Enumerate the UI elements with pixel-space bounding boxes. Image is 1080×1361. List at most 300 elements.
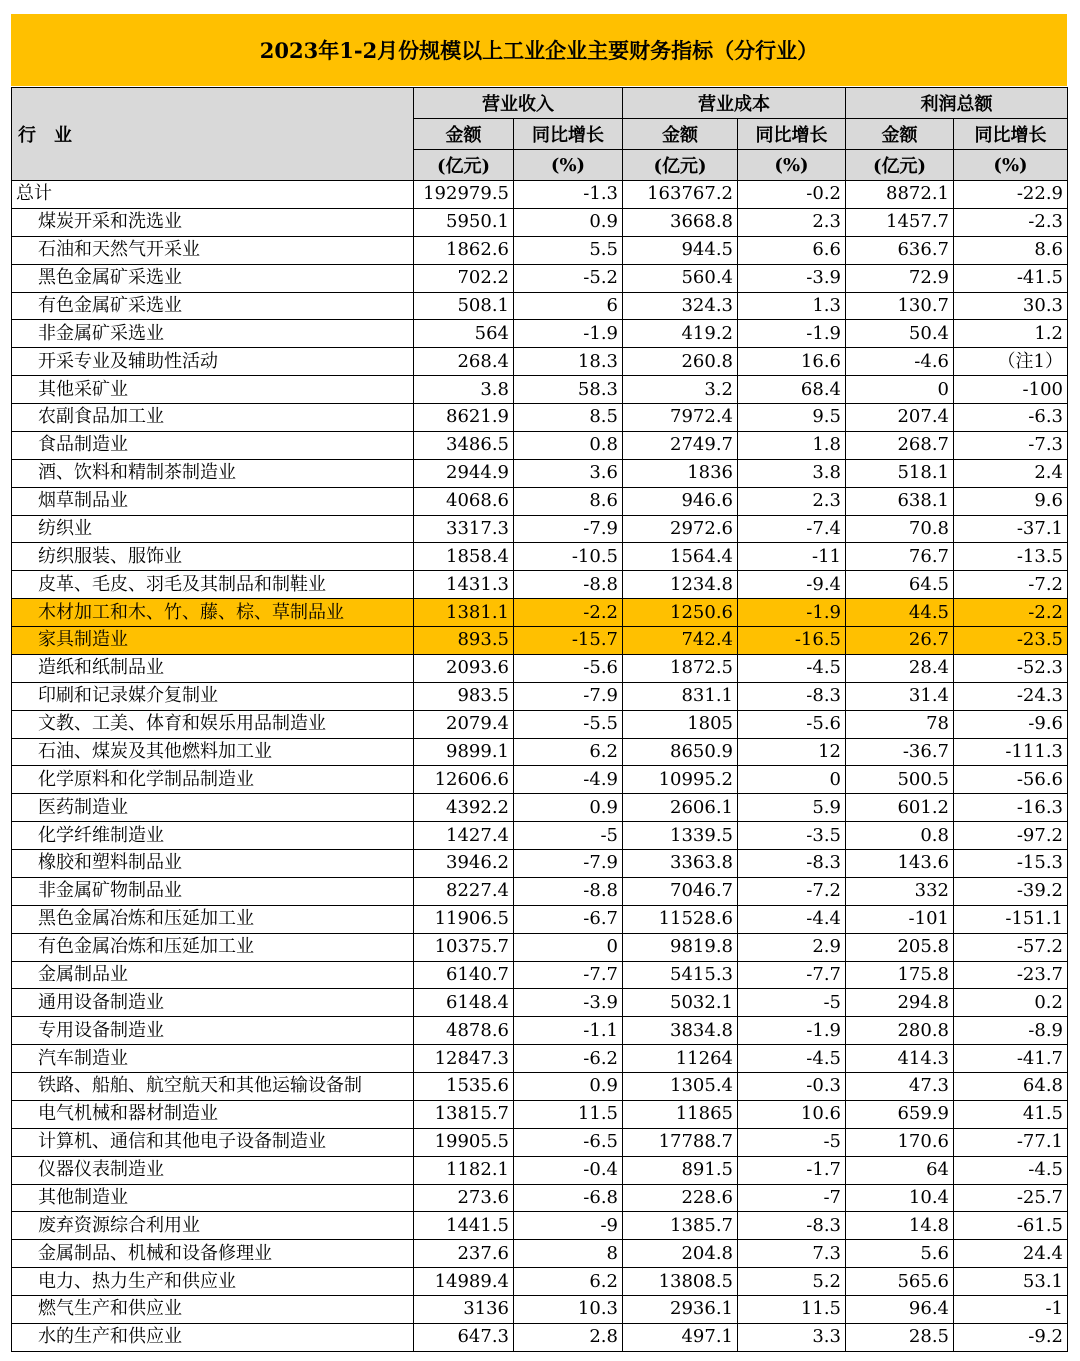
industry-name-cell: 橡胶和塑料制品业: [12, 850, 414, 878]
table-row: [12, 543, 1068, 571]
cost-growth-cell: 3.8: [738, 459, 846, 487]
table-row: [12, 682, 1068, 710]
cost-growth-cell: -1.9: [738, 599, 846, 627]
table-row: [12, 710, 1068, 738]
profit-amount-cell: 0.8: [846, 822, 954, 850]
industry-name-cell: 废弃资源综合利用业: [12, 1212, 414, 1240]
revenue-growth-cell: 0.8: [514, 431, 623, 459]
revenue-amount-cell: 2079.4: [414, 710, 514, 738]
table-row: [12, 599, 1068, 627]
revenue-amount-cell: 14989.4: [414, 1268, 514, 1296]
revenue-amount-cell: 4392.2: [414, 794, 514, 822]
revenue-growth-cell: -10.5: [514, 543, 623, 571]
revenue-amount-cell: 564: [414, 320, 514, 348]
cost-amount-cell: 3363.8: [623, 850, 738, 878]
industry-name-cell: 纺织服装、服饰业: [12, 543, 414, 571]
industry-name-cell: 有色金属冶炼和压延加工业: [12, 933, 414, 961]
revenue-growth-cell: -1.3: [514, 181, 623, 209]
cost-growth-cell: -8.3: [738, 850, 846, 878]
revenue-growth-cell: -6.5: [514, 1128, 623, 1156]
table-row: [12, 236, 1068, 264]
revenue-growth-cell: -5.5: [514, 710, 623, 738]
profit-amount-cell: 70.8: [846, 515, 954, 543]
profit-growth-cell: -16.3: [954, 794, 1068, 822]
profit-growth-cell: -8.9: [954, 1017, 1068, 1045]
cost-amount-cell: 163767.2: [623, 181, 738, 209]
industry-name-cell: 非金属矿采选业: [12, 320, 414, 348]
table-row: [12, 794, 1068, 822]
profit-growth-cell: -77.1: [954, 1128, 1068, 1156]
cost-amount-cell: 2936.1: [623, 1296, 738, 1324]
cost-growth-header: 同比增长: [738, 119, 846, 150]
industry-name-cell: 皮革、毛皮、羽毛及其制品和制鞋业: [12, 571, 414, 599]
revenue-amount-cell: 1427.4: [414, 822, 514, 850]
cost-growth-cell: -1.7: [738, 1156, 846, 1184]
table-body: [12, 181, 1068, 1352]
profit-growth-cell: -23.7: [954, 961, 1068, 989]
revenue-amount-cell: 1858.4: [414, 543, 514, 571]
cost-growth-cell: 12: [738, 738, 846, 766]
profit-amount-cell: 28.4: [846, 654, 954, 682]
industry-name-cell: 水的生产和供应业: [12, 1323, 414, 1351]
profit-amount-cell: -4.6: [846, 348, 954, 376]
profit-amount-cell: 14.8: [846, 1212, 954, 1240]
cost-amount-cell: 324.3: [623, 292, 738, 320]
revenue-amount-cell: 702.2: [414, 264, 514, 292]
cost-amount-cell: 2972.6: [623, 515, 738, 543]
revenue-growth-cell: -15.7: [514, 627, 623, 655]
cost-growth-cell: 2.3: [738, 208, 846, 236]
revenue-amount-cell: 8621.9: [414, 404, 514, 432]
industry-name-cell: 其他采矿业: [12, 376, 414, 404]
table-row: [12, 766, 1068, 794]
cost-growth-cell: -5.6: [738, 710, 846, 738]
revenue-growth-cell: 6.2: [514, 1268, 623, 1296]
table-row: [12, 933, 1068, 961]
cost-growth-cell: -0.2: [738, 181, 846, 209]
cost-growth-cell: 7.3: [738, 1240, 846, 1268]
industry-name-cell: 化学纤维制造业: [12, 822, 414, 850]
profit-growth-cell: 64.8: [954, 1073, 1068, 1101]
profit-amount-cell: 44.5: [846, 599, 954, 627]
profit-amount-cell: 143.6: [846, 850, 954, 878]
revenue-growth-cell: -0.4: [514, 1156, 623, 1184]
table-row: [12, 404, 1068, 432]
profit-growth-cell: 1.2: [954, 320, 1068, 348]
table-row: [12, 208, 1068, 236]
table-row: [12, 850, 1068, 878]
profit-amount-cell: 28.5: [846, 1323, 954, 1351]
revenue-growth-cell: 18.3: [514, 348, 623, 376]
revenue-growth-cell: -7.7: [514, 961, 623, 989]
table-row: [12, 1073, 1068, 1101]
cost-amount-header: 金额: [623, 119, 738, 150]
table-header: [12, 88, 1068, 181]
cost-growth-cell: -3.9: [738, 264, 846, 292]
revenue-growth-cell: 11.5: [514, 1100, 623, 1128]
table-row: [12, 431, 1068, 459]
revenue-growth-cell: 8.6: [514, 487, 623, 515]
cost-amount-cell: 5415.3: [623, 961, 738, 989]
revenue-growth-cell: -6.7: [514, 905, 623, 933]
industry-name-cell: 纺织业: [12, 515, 414, 543]
cost-amount-cell: 2749.7: [623, 431, 738, 459]
cost-growth-cell: -7: [738, 1184, 846, 1212]
profit-amount-cell: 47.3: [846, 1073, 954, 1101]
profit-amount-cell: 659.9: [846, 1100, 954, 1128]
profit-growth-cell: -41.5: [954, 264, 1068, 292]
profit-amount-cell: 294.8: [846, 989, 954, 1017]
profit-growth-cell: -52.3: [954, 654, 1068, 682]
cost-amount-cell: 497.1: [623, 1323, 738, 1351]
revenue-amount-cell: 3136: [414, 1296, 514, 1324]
profit-amount-cell: 72.9: [846, 264, 954, 292]
revenue-growth-cell: -1.1: [514, 1017, 623, 1045]
revenue-amount-cell: 3.8: [414, 376, 514, 404]
revenue-amount-cell: 13815.7: [414, 1100, 514, 1128]
industry-name-cell: 计算机、通信和其他电子设备制造业: [12, 1128, 414, 1156]
table-row: [12, 989, 1068, 1017]
industry-name-cell: 非金属矿物制品业: [12, 877, 414, 905]
cost-amount-cell: 1836: [623, 459, 738, 487]
profit-growth-cell: -23.5: [954, 627, 1068, 655]
revenue-growth-header: 同比增长: [514, 119, 623, 150]
revenue-amount-cell: 1862.6: [414, 236, 514, 264]
profit-growth-cell: -151.1: [954, 905, 1068, 933]
profit-growth-cell: 41.5: [954, 1100, 1068, 1128]
table-row: [12, 1017, 1068, 1045]
revenue-amount-cell: 508.1: [414, 292, 514, 320]
industry-name-cell: 化学原料和化学制品制造业: [12, 766, 414, 794]
revenue-growth-cell: -2.2: [514, 599, 623, 627]
table-row: [12, 348, 1068, 376]
industry-name-cell: 电力、热力生产和供应业: [12, 1268, 414, 1296]
revenue-amount-cell: 237.6: [414, 1240, 514, 1268]
profit-growth-unit: (%): [954, 150, 1068, 181]
profit-amount-cell: 518.1: [846, 459, 954, 487]
revenue-growth-cell: -1.9: [514, 320, 623, 348]
industry-name-cell: 石油、煤炭及其他燃料加工业: [12, 738, 414, 766]
industry-name-cell: 有色金属矿采选业: [12, 292, 414, 320]
industry-name-cell: 烟草制品业: [12, 487, 414, 515]
profit-amount-cell: 0: [846, 376, 954, 404]
revenue-amount-cell: 2093.6: [414, 654, 514, 682]
cost-amount-cell: 831.1: [623, 682, 738, 710]
revenue-amount-cell: 5950.1: [414, 208, 514, 236]
revenue-growth-cell: 2.8: [514, 1323, 623, 1351]
table-row: [12, 627, 1068, 655]
profit-amount-cell: 130.7: [846, 292, 954, 320]
industry-name-cell: 燃气生产和供应业: [12, 1296, 414, 1324]
cost-growth-cell: -5: [738, 1128, 846, 1156]
profit-growth-cell: -37.1: [954, 515, 1068, 543]
cost-amount-cell: 260.8: [623, 348, 738, 376]
revenue-group-header: 营业收入: [414, 88, 623, 119]
cost-amount-cell: 17788.7: [623, 1128, 738, 1156]
cost-amount-cell: 228.6: [623, 1184, 738, 1212]
cost-amount-cell: 1305.4: [623, 1073, 738, 1101]
table-row: [12, 1240, 1068, 1268]
revenue-growth-unit: (%): [514, 150, 623, 181]
profit-amount-cell: 78: [846, 710, 954, 738]
profit-amount-cell: 1457.7: [846, 208, 954, 236]
profit-growth-cell: -7.2: [954, 571, 1068, 599]
cost-amount-cell: 1234.8: [623, 571, 738, 599]
cost-amount-cell: 11865: [623, 1100, 738, 1128]
revenue-growth-cell: 0.9: [514, 1073, 623, 1101]
profit-growth-cell: -9.2: [954, 1323, 1068, 1351]
revenue-amount-cell: 19905.5: [414, 1128, 514, 1156]
cost-growth-cell: 0: [738, 766, 846, 794]
revenue-amount-cell: 3486.5: [414, 431, 514, 459]
table-row: [12, 1045, 1068, 1073]
table-row: [12, 1100, 1068, 1128]
cost-amount-cell: 9819.8: [623, 933, 738, 961]
profit-growth-cell: -39.2: [954, 877, 1068, 905]
cost-growth-cell: -3.5: [738, 822, 846, 850]
industry-name-cell: 文教、工美、体育和娱乐用品制造业: [12, 710, 414, 738]
profit-amount-cell: 414.3: [846, 1045, 954, 1073]
cost-growth-cell: -16.5: [738, 627, 846, 655]
revenue-amount-cell: 11906.5: [414, 905, 514, 933]
industry-financial-table: [11, 87, 1068, 1352]
industry-name-cell: 印刷和记录媒介复制业: [12, 682, 414, 710]
cost-growth-cell: -8.3: [738, 1212, 846, 1240]
cost-growth-cell: -7.4: [738, 515, 846, 543]
cost-growth-cell: -9.4: [738, 571, 846, 599]
profit-growth-cell: -9.6: [954, 710, 1068, 738]
cost-growth-cell: -4.5: [738, 1045, 846, 1073]
profit-growth-cell: -4.5: [954, 1156, 1068, 1184]
revenue-growth-cell: -5.2: [514, 264, 623, 292]
cost-amount-cell: 204.8: [623, 1240, 738, 1268]
industry-name-cell: 家具制造业: [12, 627, 414, 655]
table-row: [12, 320, 1068, 348]
cost-amount-cell: 1564.4: [623, 543, 738, 571]
industry-name-cell: 铁路、船舶、航空航天和其他运输设备制: [12, 1073, 414, 1101]
profit-growth-cell: -13.5: [954, 543, 1068, 571]
profit-amount-cell: 332: [846, 877, 954, 905]
industry-name-cell: 电气机械和器材制造业: [12, 1100, 414, 1128]
revenue-growth-cell: -9: [514, 1212, 623, 1240]
revenue-growth-cell: 6.2: [514, 738, 623, 766]
cost-growth-cell: 10.6: [738, 1100, 846, 1128]
cost-amount-cell: 1805: [623, 710, 738, 738]
table-row: [12, 961, 1068, 989]
profit-growth-header: 同比增长: [954, 119, 1068, 150]
profit-growth-cell: -1: [954, 1296, 1068, 1324]
table-row: [12, 654, 1068, 682]
cost-growth-cell: -11: [738, 543, 846, 571]
profit-amount-cell: 96.4: [846, 1296, 954, 1324]
cost-growth-cell: 16.6: [738, 348, 846, 376]
cost-group-header: 营业成本: [623, 88, 846, 119]
profit-growth-cell: 8.6: [954, 236, 1068, 264]
cost-growth-cell: 6.6: [738, 236, 846, 264]
revenue-amount-cell: 10375.7: [414, 933, 514, 961]
cost-growth-unit: (%): [738, 150, 846, 181]
table-title: 2023年1-2月份规模以上工业企业主要财务指标（分行业）: [11, 14, 1067, 86]
cost-amount-cell: 742.4: [623, 627, 738, 655]
industry-name-cell: 专用设备制造业: [12, 1017, 414, 1045]
cost-growth-cell: 5.9: [738, 794, 846, 822]
profit-amount-cell: 207.4: [846, 404, 954, 432]
profit-amount-cell: 76.7: [846, 543, 954, 571]
profit-growth-cell: -22.9: [954, 181, 1068, 209]
cost-growth-cell: 2.9: [738, 933, 846, 961]
cost-amount-cell: 3834.8: [623, 1017, 738, 1045]
industry-name-cell: 医药制造业: [12, 794, 414, 822]
profit-growth-cell: -2.3: [954, 208, 1068, 236]
revenue-amount-cell: 268.4: [414, 348, 514, 376]
profit-growth-cell: 30.3: [954, 292, 1068, 320]
profit-amount-cell: 26.7: [846, 627, 954, 655]
revenue-growth-cell: 8.5: [514, 404, 623, 432]
profit-group-header: 利润总额: [846, 88, 1068, 119]
revenue-amount-cell: 4878.6: [414, 1017, 514, 1045]
cost-amount-cell: 10995.2: [623, 766, 738, 794]
revenue-growth-cell: 0.9: [514, 794, 623, 822]
industry-name-cell: 总计: [12, 181, 414, 209]
revenue-amount-cell: 1381.1: [414, 599, 514, 627]
profit-amount-cell: 565.6: [846, 1268, 954, 1296]
cost-growth-cell: -8.3: [738, 682, 846, 710]
profit-amount-cell: 170.6: [846, 1128, 954, 1156]
cost-amount-cell: 1250.6: [623, 599, 738, 627]
cost-amount-cell: 11264: [623, 1045, 738, 1073]
profit-amount-header: 金额: [846, 119, 954, 150]
cost-growth-cell: 3.3: [738, 1323, 846, 1351]
cost-amount-cell: 944.5: [623, 236, 738, 264]
profit-amount-cell: 601.2: [846, 794, 954, 822]
cost-growth-cell: -1.9: [738, 320, 846, 348]
cost-growth-cell: -0.3: [738, 1073, 846, 1101]
revenue-amount-cell: 1431.3: [414, 571, 514, 599]
profit-amount-cell: 268.7: [846, 431, 954, 459]
industry-name-cell: 汽车制造业: [12, 1045, 414, 1073]
profit-growth-cell: -2.2: [954, 599, 1068, 627]
cost-growth-cell: -4.4: [738, 905, 846, 933]
profit-amount-cell: 636.7: [846, 236, 954, 264]
revenue-amount-cell: 2944.9: [414, 459, 514, 487]
profit-growth-cell: -56.6: [954, 766, 1068, 794]
profit-amount-cell: 175.8: [846, 961, 954, 989]
cost-amount-cell: 7046.7: [623, 877, 738, 905]
table-row: [12, 877, 1068, 905]
cost-amount-cell: 891.5: [623, 1156, 738, 1184]
revenue-amount-cell: 273.6: [414, 1184, 514, 1212]
industry-name-cell: 石油和天然气开采业: [12, 236, 414, 264]
table-row: [12, 487, 1068, 515]
table-row: [12, 1128, 1068, 1156]
profit-growth-cell: -97.2: [954, 822, 1068, 850]
table-row: [12, 1323, 1068, 1351]
profit-amount-cell: 205.8: [846, 933, 954, 961]
cost-amount-cell: 1872.5: [623, 654, 738, 682]
revenue-growth-cell: -6.8: [514, 1184, 623, 1212]
industry-name-cell: 农副食品加工业: [12, 404, 414, 432]
cost-growth-cell: -7.2: [738, 877, 846, 905]
cost-amount-cell: 13808.5: [623, 1268, 738, 1296]
cost-amount-cell: 3668.8: [623, 208, 738, 236]
industry-name-cell: 酒、饮料和精制茶制造业: [12, 459, 414, 487]
revenue-growth-cell: -8.8: [514, 571, 623, 599]
revenue-growth-cell: 58.3: [514, 376, 623, 404]
profit-amount-cell: 31.4: [846, 682, 954, 710]
revenue-amount-cell: 893.5: [414, 627, 514, 655]
industry-name-cell: 仪器仪表制造业: [12, 1156, 414, 1184]
revenue-amount-cell: 983.5: [414, 682, 514, 710]
revenue-growth-cell: -7.9: [514, 515, 623, 543]
profit-amount-cell: 50.4: [846, 320, 954, 348]
profit-amount-cell: -101: [846, 905, 954, 933]
revenue-growth-cell: 10.3: [514, 1296, 623, 1324]
revenue-growth-cell: -5: [514, 822, 623, 850]
table-row: [12, 1268, 1068, 1296]
cost-growth-cell: 1.8: [738, 431, 846, 459]
revenue-amount-cell: 4068.6: [414, 487, 514, 515]
industry-name-cell: 煤炭开采和洗选业: [12, 208, 414, 236]
profit-amount-cell: 5.6: [846, 1240, 954, 1268]
industry-name-cell: 其他制造业: [12, 1184, 414, 1212]
profit-amount-cell: 8872.1: [846, 181, 954, 209]
revenue-growth-cell: -6.2: [514, 1045, 623, 1073]
profit-growth-cell: -111.3: [954, 738, 1068, 766]
cost-growth-cell: 1.3: [738, 292, 846, 320]
revenue-amount-cell: 1182.1: [414, 1156, 514, 1184]
profit-amount-cell: 638.1: [846, 487, 954, 515]
profit-amount-cell: 10.4: [846, 1184, 954, 1212]
revenue-growth-cell: 0.9: [514, 208, 623, 236]
revenue-amount-cell: 6140.7: [414, 961, 514, 989]
revenue-amount-cell: 8227.4: [414, 877, 514, 905]
profit-growth-cell: -15.3: [954, 850, 1068, 878]
cost-amount-cell: 2606.1: [623, 794, 738, 822]
table-row: [12, 1184, 1068, 1212]
industry-name-cell: 食品制造业: [12, 431, 414, 459]
table-row: [12, 459, 1068, 487]
revenue-amount-cell: 647.3: [414, 1323, 514, 1351]
revenue-amount-cell: 9899.1: [414, 738, 514, 766]
revenue-growth-cell: -5.6: [514, 654, 623, 682]
table-row: [12, 571, 1068, 599]
revenue-amount-cell: 6148.4: [414, 989, 514, 1017]
profit-amount-cell: 64: [846, 1156, 954, 1184]
revenue-growth-cell: -3.9: [514, 989, 623, 1017]
revenue-amount-cell: 12606.6: [414, 766, 514, 794]
cost-amount-cell: 5032.1: [623, 989, 738, 1017]
table-row: [12, 292, 1068, 320]
profit-growth-cell: 9.6: [954, 487, 1068, 515]
table-row: [12, 376, 1068, 404]
revenue-growth-cell: 8: [514, 1240, 623, 1268]
cost-amount-cell: 946.6: [623, 487, 738, 515]
cost-growth-cell: 2.3: [738, 487, 846, 515]
cost-amount-cell: 1339.5: [623, 822, 738, 850]
revenue-growth-cell: -7.9: [514, 682, 623, 710]
profit-growth-cell: -7.3: [954, 431, 1068, 459]
revenue-growth-cell: -8.8: [514, 877, 623, 905]
profit-amount-unit: (亿元): [846, 150, 954, 181]
industry-column-header: 行 业: [12, 88, 414, 181]
cost-amount-cell: 11528.6: [623, 905, 738, 933]
revenue-amount-cell: 1535.6: [414, 1073, 514, 1101]
table-row: [12, 264, 1068, 292]
cost-amount-cell: 3.2: [623, 376, 738, 404]
cost-growth-cell: 68.4: [738, 376, 846, 404]
industry-name-cell: 木材加工和木、竹、藤、棕、草制品业: [12, 599, 414, 627]
cost-amount-cell: 1385.7: [623, 1212, 738, 1240]
